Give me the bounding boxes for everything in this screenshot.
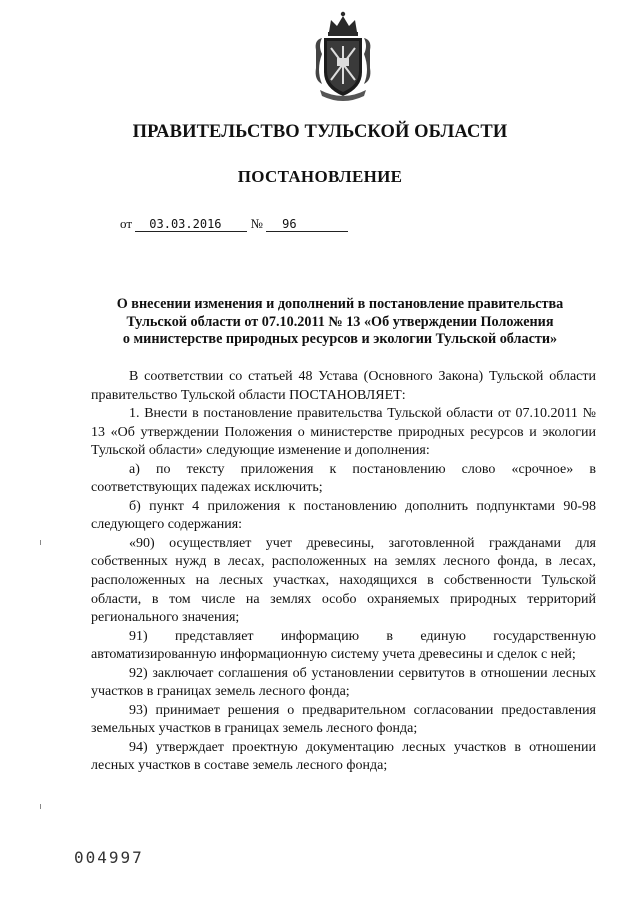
- title-line: о министерстве природных ресурсов и экологии Тульской области»: [122, 331, 558, 347]
- number-value: 96: [266, 218, 348, 232]
- title-line: Тульской области от 07.10.2011 № 13 «Об утверждении Положения: [126, 313, 554, 330]
- document-body: [91, 368, 596, 776]
- serial-number-stamp: 004997: [74, 848, 144, 867]
- paragraph-subitem-b: б) пункт 4 приложения к постановлению дополнить подпунктами 90-98 следующего содержания:: [91, 498, 596, 533]
- paragraph-point-92: 92) заключает соглашения об установлении сервитутов в отношении лесных участков в границах земель лесного фонда;: [91, 665, 596, 700]
- document-type-heading: ПОСТАНОВЛЕНИЕ: [237, 167, 403, 186]
- paragraph-point-90: «90) осуществляет учет древесины, заготовленной гражданами для собственных нужд в лесах, расположенных на землях лесного фонда, в лесах, расположенных на лесных участках, находящихся в собственности Тульской области, в том числе на землях особо охраняемых природных территорий регионального значения;: [91, 535, 596, 626]
- paragraph-point-91: 91) представляет информацию в единую государственную автоматизированную информационную систему учета древесины и сделок с ней;: [91, 628, 596, 663]
- paragraph-point-93: 93) принимает решения о предварительном согласовании предоставления земельных участков в границах земель лесного фонда;: [91, 702, 596, 737]
- title-line: О внесении изменения и дополнений в постановление правительства: [116, 296, 564, 312]
- paragraph-subitem-a: а) по тексту приложения к постановлению слово «срочное» в соответствующих падежах исключить;: [91, 461, 596, 496]
- coat-of-arms-emblem: [310, 10, 376, 102]
- registration-line: [120, 216, 348, 232]
- margin-mark: [40, 540, 41, 545]
- date-label: от: [120, 216, 133, 231]
- document-title: [60, 296, 620, 349]
- organization-heading: ПРАВИТЕЛЬСТВО ТУЛЬСКОЙ ОБЛАСТИ: [132, 122, 508, 142]
- paragraph-preamble: В соответствии со статьей 48 Устава (Основного Закона) Тульской области правительство Тульской области ПОСТАНОВЛЯЕТ:: [91, 369, 596, 403]
- paragraph-item-1: 1. Внести в постановление правительства Тульской области от 07.10.2011 № 13 «Об утверждении Положения о министерстве природных ресурсов и экологии Тульской области» следующие изменение и дополнения:: [91, 406, 596, 459]
- margin-mark: [40, 804, 41, 809]
- paragraph-point-94: 94) утверждает проектную документацию лесных участков в отношении лесных участков в составе земель лесного фонда;: [91, 739, 596, 774]
- number-label: №: [250, 216, 263, 231]
- date-value: 03.03.2016: [135, 218, 247, 232]
